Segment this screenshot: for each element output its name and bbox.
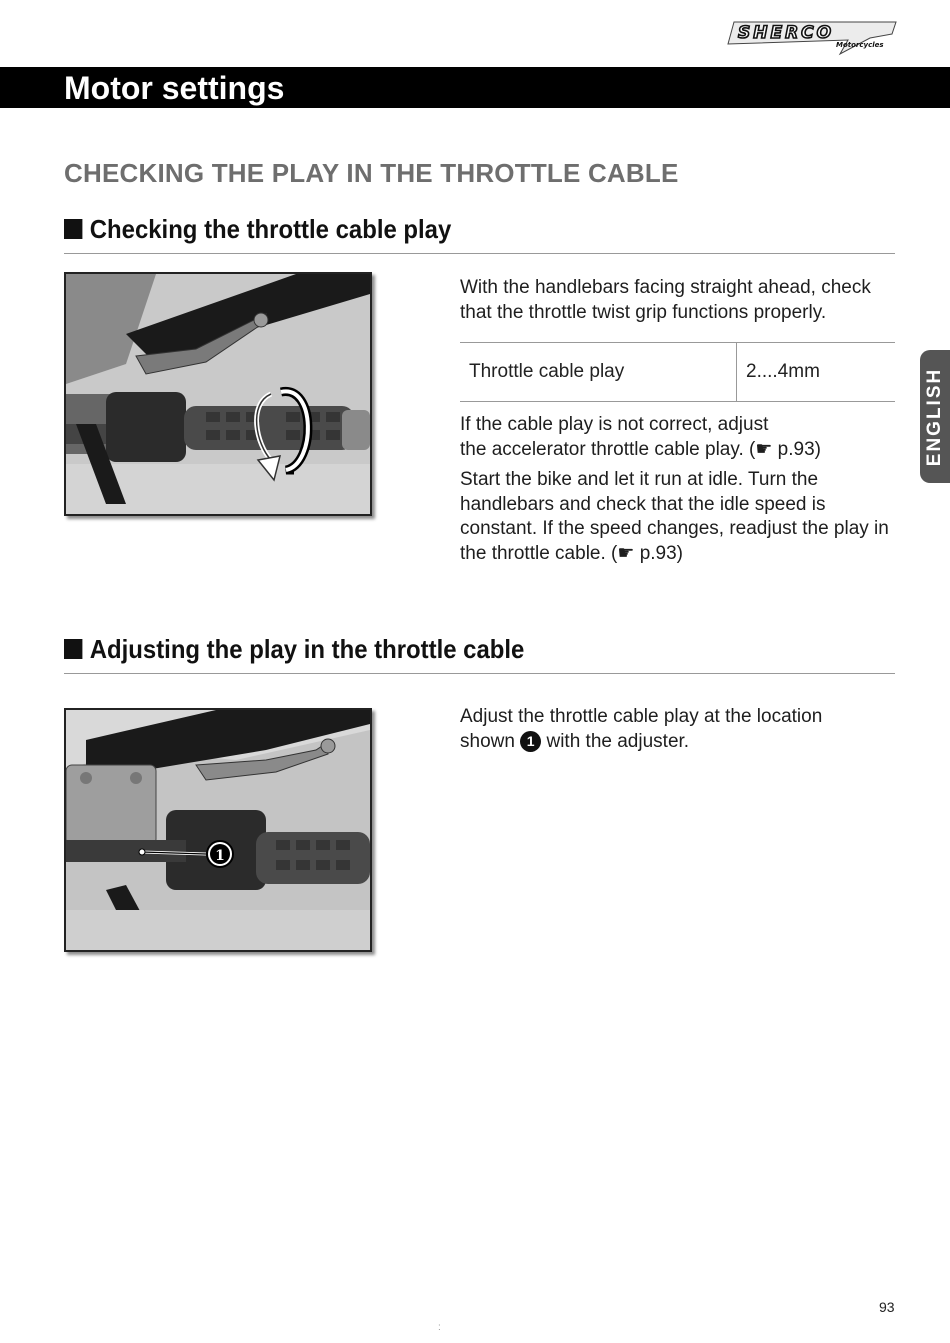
spec-label: Throttle cable play: [469, 361, 625, 382]
decorative-dots: :: [438, 1322, 441, 1333]
callout-number: 1: [215, 848, 225, 864]
throttle-adjuster-photo: [64, 708, 372, 952]
title-bar: [0, 67, 950, 108]
check-intro: With the handlebars facing straight ahead, check that the throttle twist grip functions properly.: [460, 277, 871, 323]
subheading-adjust: [64, 634, 524, 665]
check-adjust-note-line2: the accelerator throttle cable play. (: [460, 438, 756, 460]
check-adjust-note-line1: If the cable play is not correct, adjust: [460, 414, 769, 435]
logo-subtext: Motorcycles: [836, 41, 884, 49]
square-bullet-icon: [64, 219, 82, 239]
language-tab[interactable]: [920, 350, 950, 483]
adjust-instruction: [460, 705, 860, 754]
callout-number-badge: 1: [520, 731, 541, 752]
sherco-logo: [720, 14, 900, 58]
adjust-instruction-text-a: Adjust the throttle cable play at the location shown: [460, 706, 823, 752]
check-idle-note-text: Start the bike and let it run at idle. Turn the handlebars and check that the idle speed is constant. If the speed changes, readjust the play in the throttle cable. (: [460, 469, 889, 564]
divider: [64, 253, 895, 254]
adjust-instruction-text-b: with the adjuster.: [541, 730, 690, 752]
spec-table: [460, 342, 895, 402]
throttle-grip-photo: [64, 272, 372, 516]
pointing-hand-icon: ☛: [617, 542, 635, 564]
check-idle-note: [460, 468, 900, 566]
section-heading: CHECKING THE PLAY IN THE THROTTLE CABLE: [64, 158, 679, 188]
logo-wordmark: SHERCO: [738, 23, 835, 43]
pointing-hand-icon: ☛: [755, 438, 773, 460]
table-divider: [736, 343, 737, 401]
square-bullet-icon: [64, 639, 82, 659]
divider: [64, 673, 895, 674]
subheading-check: [64, 214, 451, 245]
subheading-check-text: Checking the throttle cable play: [89, 214, 452, 244]
page-title: Motor settings: [64, 70, 285, 106]
page-number: 93: [879, 1299, 895, 1315]
check-adjust-note: [460, 413, 900, 462]
subheading-adjust-text: Adjusting the play in the throttle cable: [89, 634, 525, 664]
spec-value: 2....4mm: [746, 361, 820, 382]
check-adjust-note-ref[interactable]: p.93): [772, 438, 821, 460]
language-tab-label: ENGLISH: [924, 367, 945, 466]
check-idle-note-ref[interactable]: p.93): [634, 542, 684, 564]
